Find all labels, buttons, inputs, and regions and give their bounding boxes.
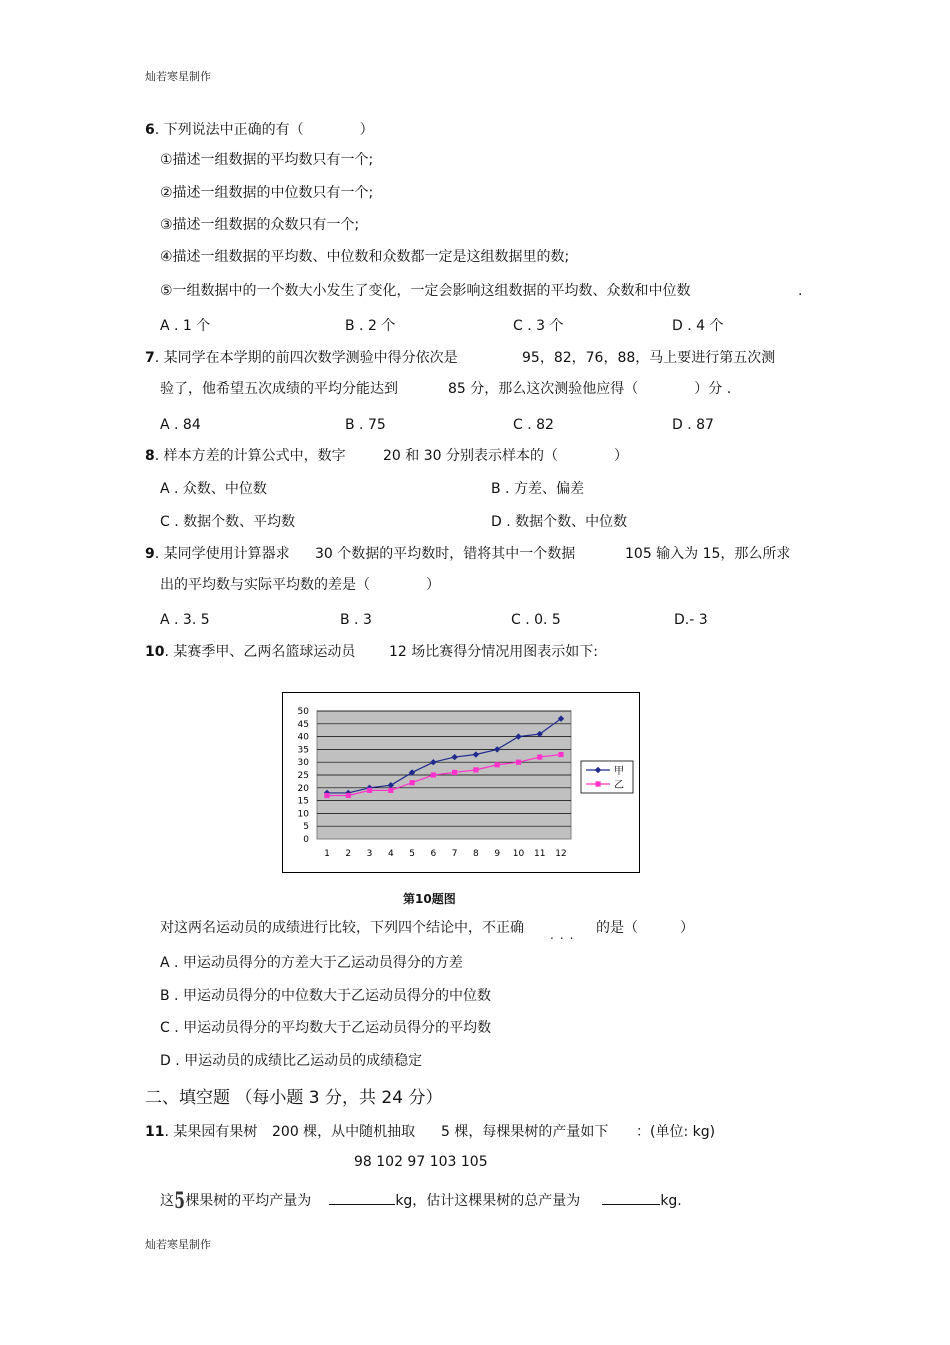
question-6-option-b: B . 2 个	[345, 318, 396, 334]
question-11-text-a: . 某果园有果树	[164, 1124, 258, 1140]
answer-blank-total[interactable]	[602, 1190, 660, 1205]
question-6-end-dot: .	[798, 283, 803, 299]
data-point-series-2	[388, 788, 393, 793]
x-tick-label: 3	[366, 849, 373, 859]
question-7-option-d: D . 87	[672, 417, 714, 433]
y-tick-label: 40	[297, 732, 309, 743]
legend-box	[581, 761, 633, 793]
figure-10-caption: 第10题图	[403, 892, 456, 906]
data-point-series-2	[516, 760, 521, 765]
question-10-option-d: D . 甲运动员的成绩比乙运动员的成绩稳定	[160, 1053, 423, 1069]
question-7-option-a: A . 84	[160, 417, 201, 433]
question-10-prompt-a: 对这两名运动员的成绩进行比较，下列四个结论中，不正确	[160, 920, 524, 936]
question-11-text-f: 棵果树的平均产量为	[185, 1193, 312, 1209]
question-7-stem	[145, 349, 458, 367]
emphasis-dots: ...	[550, 928, 580, 942]
question-11-data: 98 102 97 103 105	[354, 1154, 488, 1170]
x-tick-label: 4	[387, 849, 394, 859]
y-tick-label: 10	[297, 809, 309, 820]
question-10-prompt-b: 的是（ ）	[596, 920, 694, 936]
legend-label-2: 乙	[614, 780, 624, 791]
question-6-text: . 下列说法中正确的有（ ）	[154, 122, 374, 138]
question-7-option-b: B . 75	[345, 417, 386, 433]
question-7-text-b: 95，82，76，88，马上要进行第五次测	[522, 350, 776, 366]
page-footer: 灿若寒星制作	[145, 1238, 211, 1251]
question-10-stem	[145, 643, 355, 661]
question-8-text-a: . 样本方差的计算公式中，数字	[154, 448, 346, 464]
question-9-text-d: 出的平均数与实际平均数的差是（ ）	[160, 577, 440, 593]
question-9-text-c: 105 输入为 15，那么所求	[625, 546, 791, 562]
data-point-series-2	[346, 793, 351, 798]
y-tick-label: 25	[297, 771, 309, 781]
data-point-series-2	[473, 767, 478, 772]
x-tick-label: 7	[451, 849, 458, 859]
y-tick-label: 45	[297, 719, 309, 730]
x-tick-label: 2	[345, 849, 352, 859]
question-6-item-4: ④描述一组数据的平均数、中位数和众数都一定是这组数据里的数;	[160, 249, 570, 265]
question-7-text-d: 85 分，那么这次测验他应得（ ）分 .	[448, 381, 732, 397]
question-10-text-a: . 某赛季甲、乙两名篮球运动员	[164, 644, 356, 660]
data-point-series-2	[558, 752, 563, 757]
question-6-item-2: ②描述一组数据的中位数只有一个;	[160, 185, 374, 201]
answer-blank-average[interactable]	[329, 1190, 395, 1205]
legend-label-1: 甲	[614, 766, 624, 777]
question-11-stem	[145, 1123, 257, 1141]
x-tick-label: 6	[430, 849, 437, 859]
question-8-text-b: 20 和 30 分别表示样本的（ ）	[383, 448, 628, 464]
question-11-text-e: 这	[160, 1193, 174, 1209]
x-tick-label: 11	[534, 849, 546, 859]
question-11-text-d: ：(单位: kg)	[636, 1124, 716, 1140]
legend-marker-2	[595, 781, 600, 786]
data-point-series-2	[537, 754, 542, 759]
question-7-option-c: C . 82	[513, 417, 554, 433]
question-9-option-d: D.- 3	[674, 612, 708, 628]
y-tick-label: 5	[303, 822, 309, 833]
x-tick-label: 10	[512, 849, 525, 859]
y-tick-label: 20	[297, 783, 309, 794]
data-point-series-2	[324, 793, 329, 798]
question-10-option-b: B . 甲运动员得分的中位数大于乙运动员得分的中位数	[160, 988, 491, 1004]
question-6-option-d: D . 4 个	[672, 318, 724, 334]
data-point-series-2	[452, 770, 457, 775]
page-header: 灿若寒星制作	[145, 70, 211, 83]
question-9-option-c: C . 0. 5	[511, 612, 561, 628]
y-tick-label: 0	[303, 835, 309, 845]
x-tick-label: 1	[324, 849, 330, 859]
question-7-text-a: . 某同学在本学期的前四次数学测验中得分依次是	[154, 350, 458, 366]
question-6-item-1: ①描述一组数据的平均数只有一个;	[160, 152, 374, 168]
question-11-text-b: 200 棵，从中随机抽取	[272, 1124, 416, 1140]
question-8-stem	[145, 447, 346, 465]
question-10-option-c: C . 甲运动员得分的平均数大于乙运动员得分的平均数	[160, 1020, 492, 1036]
question-8-option-c: C . 数据个数、平均数	[160, 514, 296, 530]
figure-10-line-chart	[283, 693, 639, 872]
x-tick-label: 8	[473, 849, 479, 859]
data-point-series-2	[367, 788, 372, 793]
y-tick-label: 50	[297, 707, 309, 717]
question-8-option-b: B . 方差、偏差	[491, 481, 584, 497]
question-11-unit-2: kg.	[660, 1193, 682, 1209]
data-point-series-2	[431, 772, 436, 777]
question-11-number: 11	[145, 1124, 165, 1140]
question-8-number: 8	[145, 448, 155, 464]
question-11-answer-line	[160, 1188, 682, 1214]
y-tick-label: 30	[297, 758, 309, 769]
question-9-number: 9	[145, 546, 155, 562]
question-9-option-b: B . 3	[340, 612, 372, 628]
question-8-option-d: D . 数据个数、中位数	[491, 514, 628, 530]
question-11-five: 5	[174, 1188, 186, 1214]
question-11-text-c: 5 棵，每棵果树的产量如下	[441, 1124, 609, 1140]
figure-10-chart-frame	[282, 692, 640, 873]
question-6-item-5: ⑤一组数据中的一个数大小发生了变化，一定会影响这组数据的平均数、众数和中位数	[160, 283, 691, 299]
question-7-number: 7	[145, 350, 155, 366]
question-10-option-a: A . 甲运动员得分的方差大于乙运动员得分的方差	[160, 955, 463, 971]
question-6-option-c: C . 3 个	[513, 318, 564, 334]
question-11-unit-1: kg，估计这棵果树的总产量为	[395, 1193, 581, 1209]
question-10-text-b: 12 场比赛得分情况用图表示如下:	[389, 644, 598, 660]
question-6-stem	[145, 121, 374, 139]
question-6-number: 6	[145, 122, 155, 138]
question-9-text-b: 30 个数据的平均数时，错将其中一个数据	[315, 546, 576, 562]
section-2-heading: 二、填空题 （每小题 3 分，共 24 分）	[145, 1088, 443, 1108]
question-6-option-a: A . 1 个	[160, 318, 211, 334]
y-tick-label: 35	[297, 745, 309, 756]
question-9-option-a: A . 3. 5	[160, 612, 210, 628]
y-tick-label: 15	[297, 796, 309, 807]
data-point-series-2	[495, 762, 500, 767]
question-6-item-3: ③描述一组数据的众数只有一个;	[160, 217, 360, 233]
question-9-text-a: . 某同学使用计算器求	[154, 546, 290, 562]
question-7-text-c: 验了，他希望五次成绩的平均分能达到	[160, 381, 398, 397]
question-10-number: 10	[145, 644, 165, 660]
x-tick-label: 9	[494, 849, 501, 859]
question-9-stem	[145, 545, 290, 563]
question-8-option-a: A . 众数、中位数	[160, 481, 267, 497]
x-tick-label: 5	[409, 849, 415, 859]
data-point-series-2	[409, 780, 414, 785]
x-tick-label: 12	[555, 849, 567, 859]
